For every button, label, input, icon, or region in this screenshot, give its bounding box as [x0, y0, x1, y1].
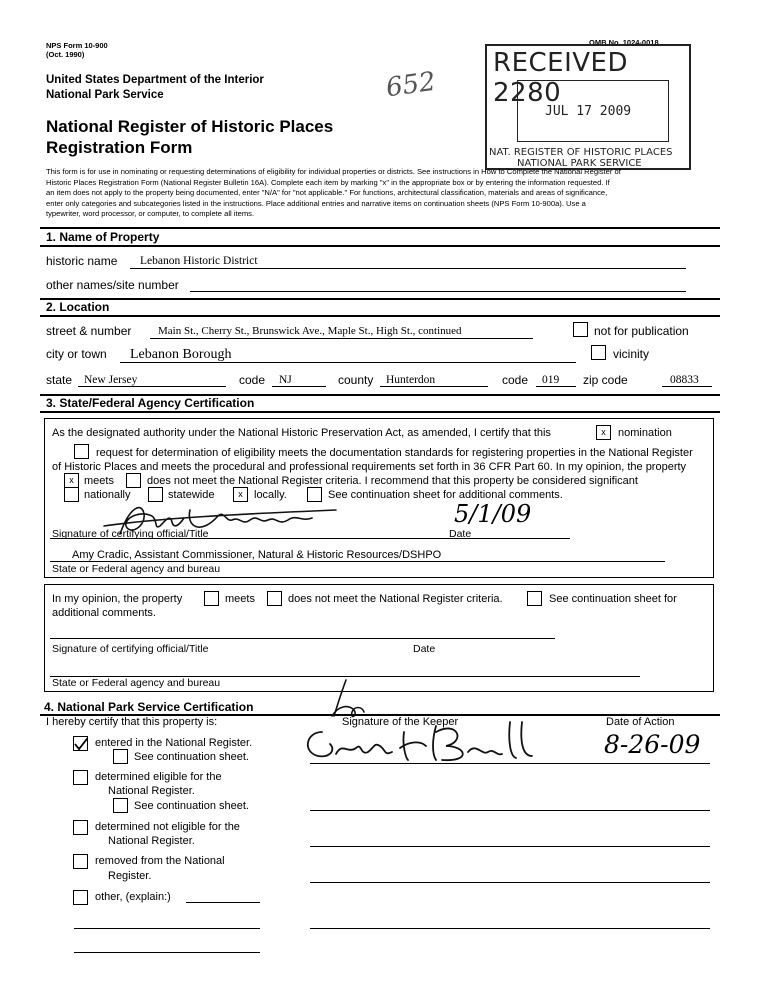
cert-paragraph3: of Historic Places and meets the procedural and professional requirements set forth in 36 CFR Part 60. In my opinion, the property	[52, 461, 687, 473]
removed-checkbox[interactable]	[73, 854, 88, 869]
county-code-label: code	[502, 373, 529, 387]
section-rule	[40, 227, 720, 229]
zip-label: zip code	[583, 373, 628, 387]
section-rule	[40, 411, 720, 413]
omb-number: OMB No. 1024-0018	[589, 38, 659, 47]
section-rule	[40, 315, 720, 317]
date-label: Date	[449, 528, 472, 540]
other-explain-line[interactable]	[74, 952, 260, 953]
checkmark-icon	[74, 737, 88, 751]
section1-heading: 1. Name of Property	[46, 230, 160, 244]
stamp-line2: NATIONAL PARK SERVICE	[517, 158, 642, 169]
county-underline	[380, 386, 488, 387]
entered-label: entered in the National Register.	[95, 737, 253, 749]
form-date: (Oct. 1990)	[46, 50, 85, 59]
opinion-continuation-label: See continuation sheet for	[549, 593, 677, 605]
street-value[interactable]: Main St., Cherry St., Brunswick Ave., Maple St., High St., continued	[158, 325, 462, 337]
service: National Park Service	[46, 89, 164, 101]
keeper-underline	[310, 763, 710, 764]
nationally-label: nationally	[84, 489, 131, 501]
removed-label: removed from the National	[95, 855, 225, 867]
other-names-label: other names/site number	[46, 278, 179, 292]
historic-name-value[interactable]: Lebanon Historic District	[140, 255, 258, 267]
stamp-line1: NAT. REGISTER OF HISTORIC PLACES	[489, 147, 673, 158]
locally-label: locally.	[254, 489, 287, 501]
does-not-meet-checkbox[interactable]	[126, 473, 141, 488]
instructions-line: an item does not apply to the property being documented, enter "N/A" for "not applicable." For functions, architectural classification, materials and areas of significance,	[46, 188, 608, 197]
city-label: city or town	[46, 347, 107, 361]
nomination-checkbox[interactable]: x	[596, 425, 611, 440]
state-code-label: code	[239, 373, 266, 387]
vicinity-checkbox[interactable]	[591, 345, 606, 360]
does-not-meet-label: does not meet the National Register criteria. I recommend that this property be considered significant	[147, 475, 638, 487]
section4-heading: 4. National Park Service Certification	[44, 700, 254, 714]
section-rule	[40, 298, 720, 300]
meets-checkbox[interactable]: x	[64, 473, 79, 488]
county-code-value[interactable]: 019	[542, 374, 560, 386]
vicinity-label: vicinity	[613, 347, 650, 361]
opinion-signature-underline	[50, 638, 555, 639]
opinion-date-label: Date	[413, 643, 436, 655]
other-explain-line[interactable]	[74, 928, 260, 929]
nationally-checkbox[interactable]	[64, 487, 79, 502]
form-title: National Register of Historic Places	[46, 117, 334, 136]
street-underline	[150, 338, 533, 339]
nomination-label: nomination	[618, 427, 672, 439]
continuation-label: See continuation sheet for additional comments.	[328, 489, 563, 501]
state-label: state	[46, 373, 73, 387]
form-number: NPS Form 10-900	[46, 41, 108, 50]
eligible-continuation-checkbox[interactable]	[113, 798, 128, 813]
statewide-label: statewide	[168, 489, 215, 501]
opinion-signature-label: Signature of certifying official/Title	[52, 643, 209, 655]
keeper-signature	[296, 676, 556, 774]
entered-continuation-label: See continuation sheet.	[134, 751, 249, 763]
opinion-text: In my opinion, the property	[52, 593, 183, 605]
state-code-value[interactable]: NJ	[279, 374, 292, 386]
department: United States Department of the Interior	[46, 74, 264, 86]
action-label: Date of Action	[606, 716, 675, 728]
zip-value[interactable]: 08833	[670, 374, 699, 386]
not-eligible-checkbox[interactable]	[73, 820, 88, 835]
instructions	[46, 167, 726, 220]
historic-name-underline	[130, 268, 686, 269]
section-rule	[40, 245, 720, 247]
instructions-line: enter only categories and subcategories listed in the instructions. Place additional entries and narrative items on continuation sheets (NPS Form 10-900a). Use a	[46, 198, 586, 208]
other-names-underline	[190, 291, 686, 292]
other-underline	[310, 928, 710, 929]
section2-heading: 2. Location	[46, 300, 110, 314]
county-code-underline	[536, 386, 576, 387]
opinion-meets-checkbox[interactable]	[204, 591, 219, 606]
eligible-continuation-label: See continuation sheet.	[134, 800, 249, 812]
not-for-publication-checkbox[interactable]	[573, 322, 588, 337]
city-underline	[120, 362, 576, 363]
opinion-meets-label: meets	[225, 593, 255, 605]
removed-underline	[310, 882, 710, 883]
handwritten-number: 652	[384, 66, 438, 104]
state-value[interactable]: New Jersey	[84, 374, 138, 386]
request-checkbox[interactable]	[74, 444, 89, 459]
eligible-underline	[310, 810, 710, 811]
cert-date-value: 5/1/09	[454, 500, 532, 528]
not-eligible-underline	[310, 846, 710, 847]
section3-heading: 3. State/Federal Agency Certification	[46, 396, 255, 410]
opinion-text-2: additional comments.	[52, 607, 156, 619]
eligible-label-2: National Register.	[108, 785, 195, 797]
locally-checkbox[interactable]: x	[233, 487, 248, 502]
cert-paragraph1: As the designated authority under the National Historic Preservation Act, as amended, I certify that this	[52, 427, 551, 439]
official-underline	[50, 561, 665, 562]
cert-paragraph2: request for determination of eligibility meets the documentation standards for registering properties in the National Register	[96, 447, 693, 459]
opinion-does-not-meet-checkbox[interactable]	[267, 591, 282, 606]
received-stamp	[485, 44, 691, 170]
state-code-underline	[272, 386, 326, 387]
meets-label: meets	[84, 475, 114, 487]
instructions-line: Historic Places Registration Form (National Register Bulletin 16A). Complete each item by marking "x" in the appropriate box or by entering the information requested. If	[46, 177, 610, 187]
stamp-received: RECEIVED 2280	[493, 48, 628, 108]
street-label: street & number	[46, 324, 132, 338]
state-underline	[78, 386, 226, 387]
opinion-agency-label: State or Federal agency and bureau	[52, 677, 221, 689]
certify-label: I hereby certify that this property is:	[46, 716, 218, 728]
not-eligible-label: determined not eligible for the	[95, 821, 240, 833]
agency-label: State or Federal agency and bureau	[52, 563, 221, 575]
county-label: county	[338, 373, 374, 387]
opinion-does-not-meet-label: does not meet the National Register criteria.	[288, 593, 503, 605]
historic-name-label: historic name	[46, 254, 118, 268]
entered-checkbox[interactable]	[73, 736, 88, 751]
eligible-label: determined eligible for the	[95, 771, 222, 783]
removed-label-2: Register.	[108, 870, 152, 882]
city-value[interactable]: Lebanon Borough	[130, 347, 232, 362]
entered-continuation-checkbox[interactable]	[113, 749, 128, 764]
instructions-line: typewriter, word processor, or computer, to complete all items.	[46, 209, 255, 218]
other-label: other, (explain:)	[95, 891, 171, 903]
county-value[interactable]: Hunterdon	[386, 374, 436, 386]
zip-underline	[662, 386, 712, 387]
opinion-continuation-checkbox[interactable]	[527, 591, 542, 606]
eligible-checkbox[interactable]	[73, 770, 88, 785]
stamp-date: JUL 17 2009	[545, 104, 632, 119]
not-for-publication-label: not for publication	[594, 324, 689, 338]
other-explain-underline[interactable]	[186, 902, 260, 903]
form-subtitle: Registration Form	[46, 138, 193, 157]
not-eligible-label-2: National Register.	[108, 835, 195, 847]
other-checkbox[interactable]	[73, 890, 88, 905]
keeper-label: Signature of the Keeper	[342, 716, 459, 728]
instructions-line: This form is for use in nominating or requesting determinations of eligibility for individual properties or districts. See instructions in How to Complete the National Register of	[46, 167, 621, 176]
action-date-value: 8-26-09	[604, 730, 701, 759]
official-name: Amy Cradic, Assistant Commissioner, Natural & Historic Resources/DSHPO	[72, 549, 442, 561]
signature-label: Signature of certifying official/Title	[52, 528, 209, 540]
